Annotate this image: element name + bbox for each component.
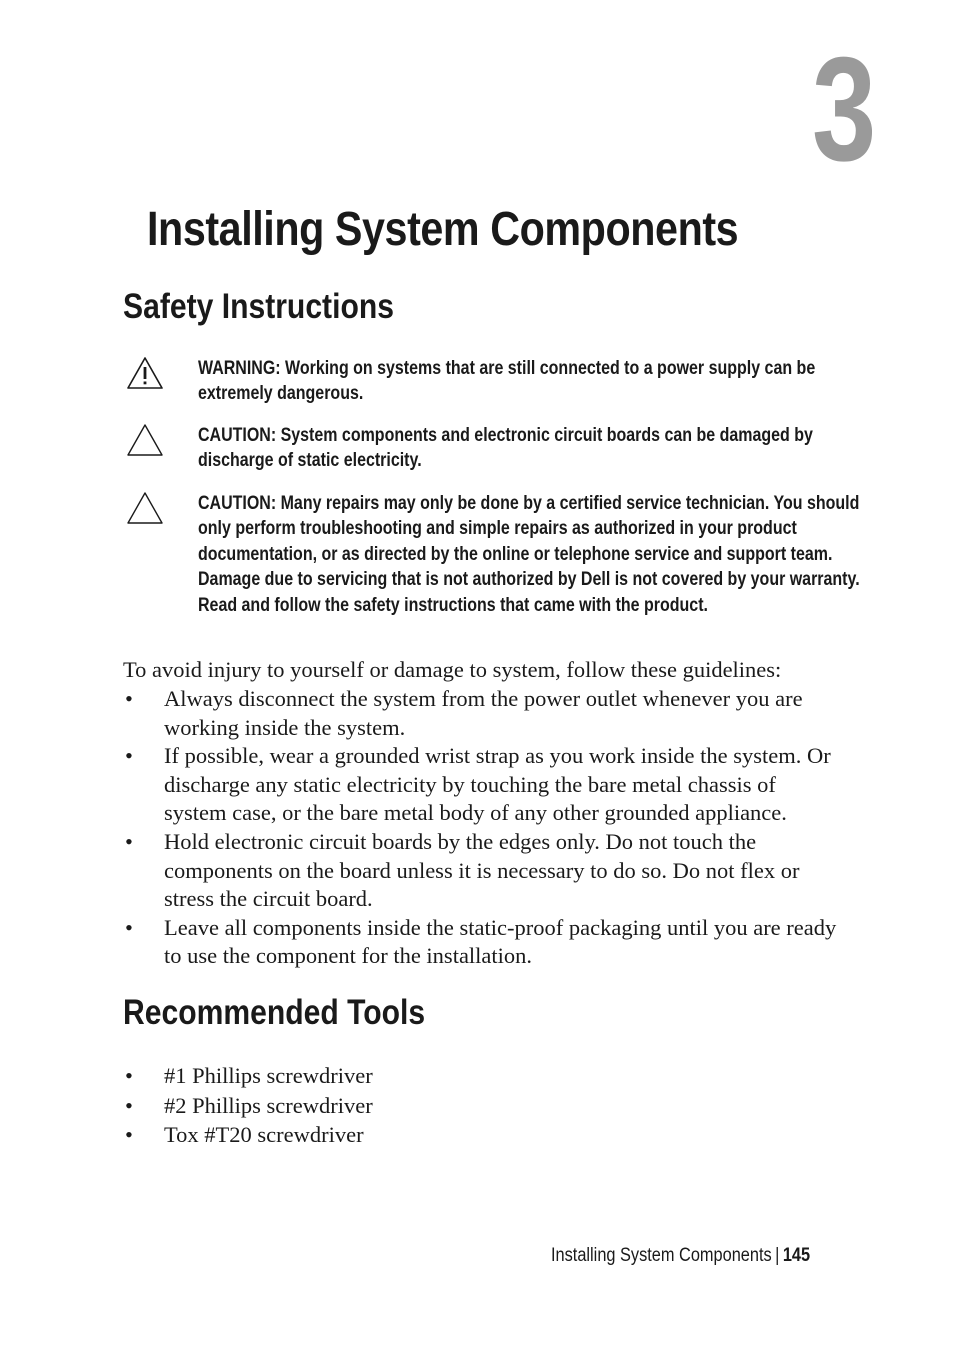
caution-triangle-icon — [126, 491, 164, 525]
list-item: • Hold electronic circuit boards by the edges only. Do not touch the components on the board unless it is necessary to do so. Do not flex or stress the circuit board. — [125, 828, 800, 912]
footer-section-title: Installing System Components — [551, 1245, 772, 1266]
caution-triangle-icon — [126, 423, 164, 457]
footer-separator: | — [775, 1245, 780, 1266]
warning-text: WARNING: Working on systems that are still connected to a power supply can be extremely dangerous. — [198, 357, 816, 405]
chapter-number: 3 — [812, 27, 877, 192]
bullet-icon: • — [125, 743, 133, 769]
recommended-tools-heading: Recommended Tools — [123, 993, 426, 1032]
tools-list — [123, 1061, 843, 1150]
bullet-icon: • — [125, 686, 133, 711]
bullet-icon: • — [125, 1122, 133, 1147]
caution-text-repairs: CAUTION: Many repairs may only be done by a certified service technician. You should only perform troubleshooting and simple repairs as authorized in your product documentation, or as directed by the online or telephone service and support team. Damage due to servicing that is not authorized by Dell is not covered by your warranty. Read and follow the safety instructions that came with the product. — [198, 492, 860, 616]
guidelines-list — [123, 685, 843, 971]
chapter-title: Installing System Components — [147, 203, 739, 256]
caution-text-static: CAUTION: System components and electronic circuit boards can be damaged by discharge of static electricity. — [198, 424, 813, 472]
bullet-icon: • — [125, 914, 133, 940]
list-item: • If possible, wear a grounded wrist strap as you work inside the system. Or discharge any static electricity by touching the bare metal chassis of system case, or the bare metal body of any other grounded appliance. — [125, 743, 831, 826]
list-item: • #2 Phillips screwdriver — [123, 1091, 843, 1121]
guidelines-intro: To avoid injury to yourself or damage to system, follow these guidelines: — [123, 657, 782, 682]
bullet-icon: • — [125, 1063, 133, 1088]
list-item: • #1 Phillips screwdriver — [123, 1061, 843, 1091]
page-footer — [551, 1244, 810, 1268]
list-item: • Leave all components inside the static-proof packaging until you are ready to use the component for the installation. — [125, 914, 837, 969]
safety-instructions-heading: Safety Instructions — [123, 287, 394, 326]
list-item: • Always disconnect the system from the power outlet whenever you are working inside the system. — [125, 686, 803, 740]
bullet-icon: • — [125, 1092, 133, 1118]
page-number: 145 — [782, 1245, 811, 1266]
warning-triangle-icon — [126, 356, 164, 390]
bullet-icon: • — [125, 828, 133, 854]
list-item: • Tox #T20 screwdriver — [123, 1120, 843, 1150]
